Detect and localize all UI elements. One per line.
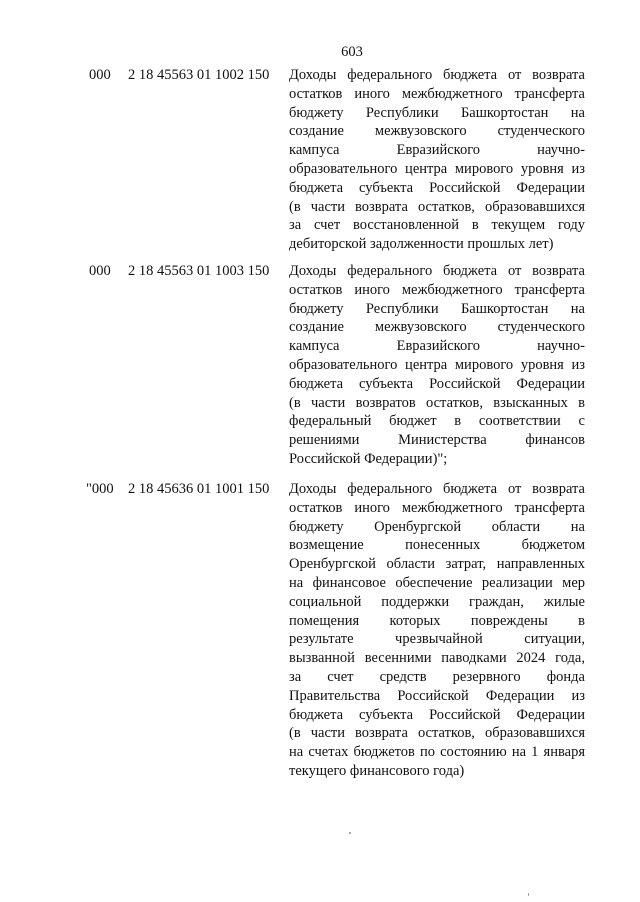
- description-line: бюджета субъекта Российской Федерации: [289, 706, 585, 723]
- scan-speck: [349, 832, 351, 834]
- kbk-code: 2 18 45636 01 1001 150: [128, 481, 270, 497]
- page-number: 603: [341, 44, 363, 60]
- description-line: образовательного центра мирового уровня из: [289, 356, 585, 373]
- description-line: (в части возврата остатков, образовавшихся: [289, 198, 585, 215]
- kbk-code: 2 18 45563 01 1003 150: [128, 263, 270, 279]
- description-line: федеральный бюджет в соответствии с: [289, 413, 585, 430]
- description-line: Оренбургской области затрат, направленных: [289, 556, 585, 573]
- description-line: Доходы федерального бюджета от возврата: [289, 67, 585, 83]
- description-line: за счет восстановленной в текущем году: [289, 217, 585, 234]
- admin-code: "000: [86, 481, 114, 497]
- description-line: Российской Федерации)";: [289, 450, 448, 467]
- description-line: (в части возвратов остатков, взысканных в: [289, 394, 585, 411]
- description-line: бюджету Республики Башкортостан на: [289, 104, 585, 121]
- description-line: остатков иного межбюджетного трансферта: [289, 499, 585, 516]
- description-line: остатков иного межбюджетного трансферта: [289, 281, 585, 298]
- description-line: кампуса Евразийского научно-: [289, 338, 585, 355]
- description-line: образовательного центра мирового уровня из: [289, 160, 585, 177]
- description-line: на счетах бюджетов по состоянию на 1 января: [289, 744, 585, 761]
- description-line: бюджету Оренбургской области на: [289, 518, 585, 535]
- description-line: остатков иного межбюджетного трансферта: [289, 85, 585, 102]
- scan-speck: [528, 893, 529, 896]
- description-line: бюджету Республики Башкортостан на: [289, 300, 585, 317]
- description-line: результате чрезвычайной ситуации,: [289, 631, 585, 648]
- description-line: Доходы федерального бюджета от возврата: [289, 481, 585, 497]
- description-line: текущего финансового года): [289, 762, 465, 779]
- description-line: вызванной весенними паводками 2024 года,: [289, 650, 585, 667]
- description-line: (в части возврата остатков, образовавшихся: [289, 725, 585, 742]
- description-line: за счет средств резервного фонда: [289, 668, 585, 685]
- description-line: решениями Министерства финансов: [289, 432, 585, 449]
- description-line: Правительства Российской Федерации из: [289, 687, 585, 704]
- description-line: Доходы федерального бюджета от возврата: [289, 263, 585, 279]
- description-line: помещения которых повреждены в: [289, 612, 585, 629]
- kbk-code: 2 18 45563 01 1002 150: [128, 67, 270, 83]
- description-line: создание межвузовского студенческого: [289, 319, 585, 336]
- description-line: бюджета субъекта Российской Федерации: [289, 375, 585, 392]
- description-line: социальной поддержки граждан, жилые: [289, 593, 585, 610]
- admin-code: 000: [89, 67, 111, 83]
- admin-code: 000: [89, 263, 111, 279]
- description-line: на финансовое обеспечение реализации мер: [289, 574, 585, 591]
- description-line: кампуса Евразийского научно-: [289, 142, 585, 159]
- entry-description: [289, 480, 585, 781]
- description-line: бюджета субъекта Российской Федерации: [289, 179, 585, 196]
- description-line: возмещение понесенных бюджетом: [289, 537, 585, 554]
- entry-description: [289, 262, 585, 469]
- description-line: создание межвузовского студенческого: [289, 123, 585, 140]
- description-line: дебиторской задолженности прошлых лет): [289, 236, 554, 253]
- entry-description: [289, 66, 585, 254]
